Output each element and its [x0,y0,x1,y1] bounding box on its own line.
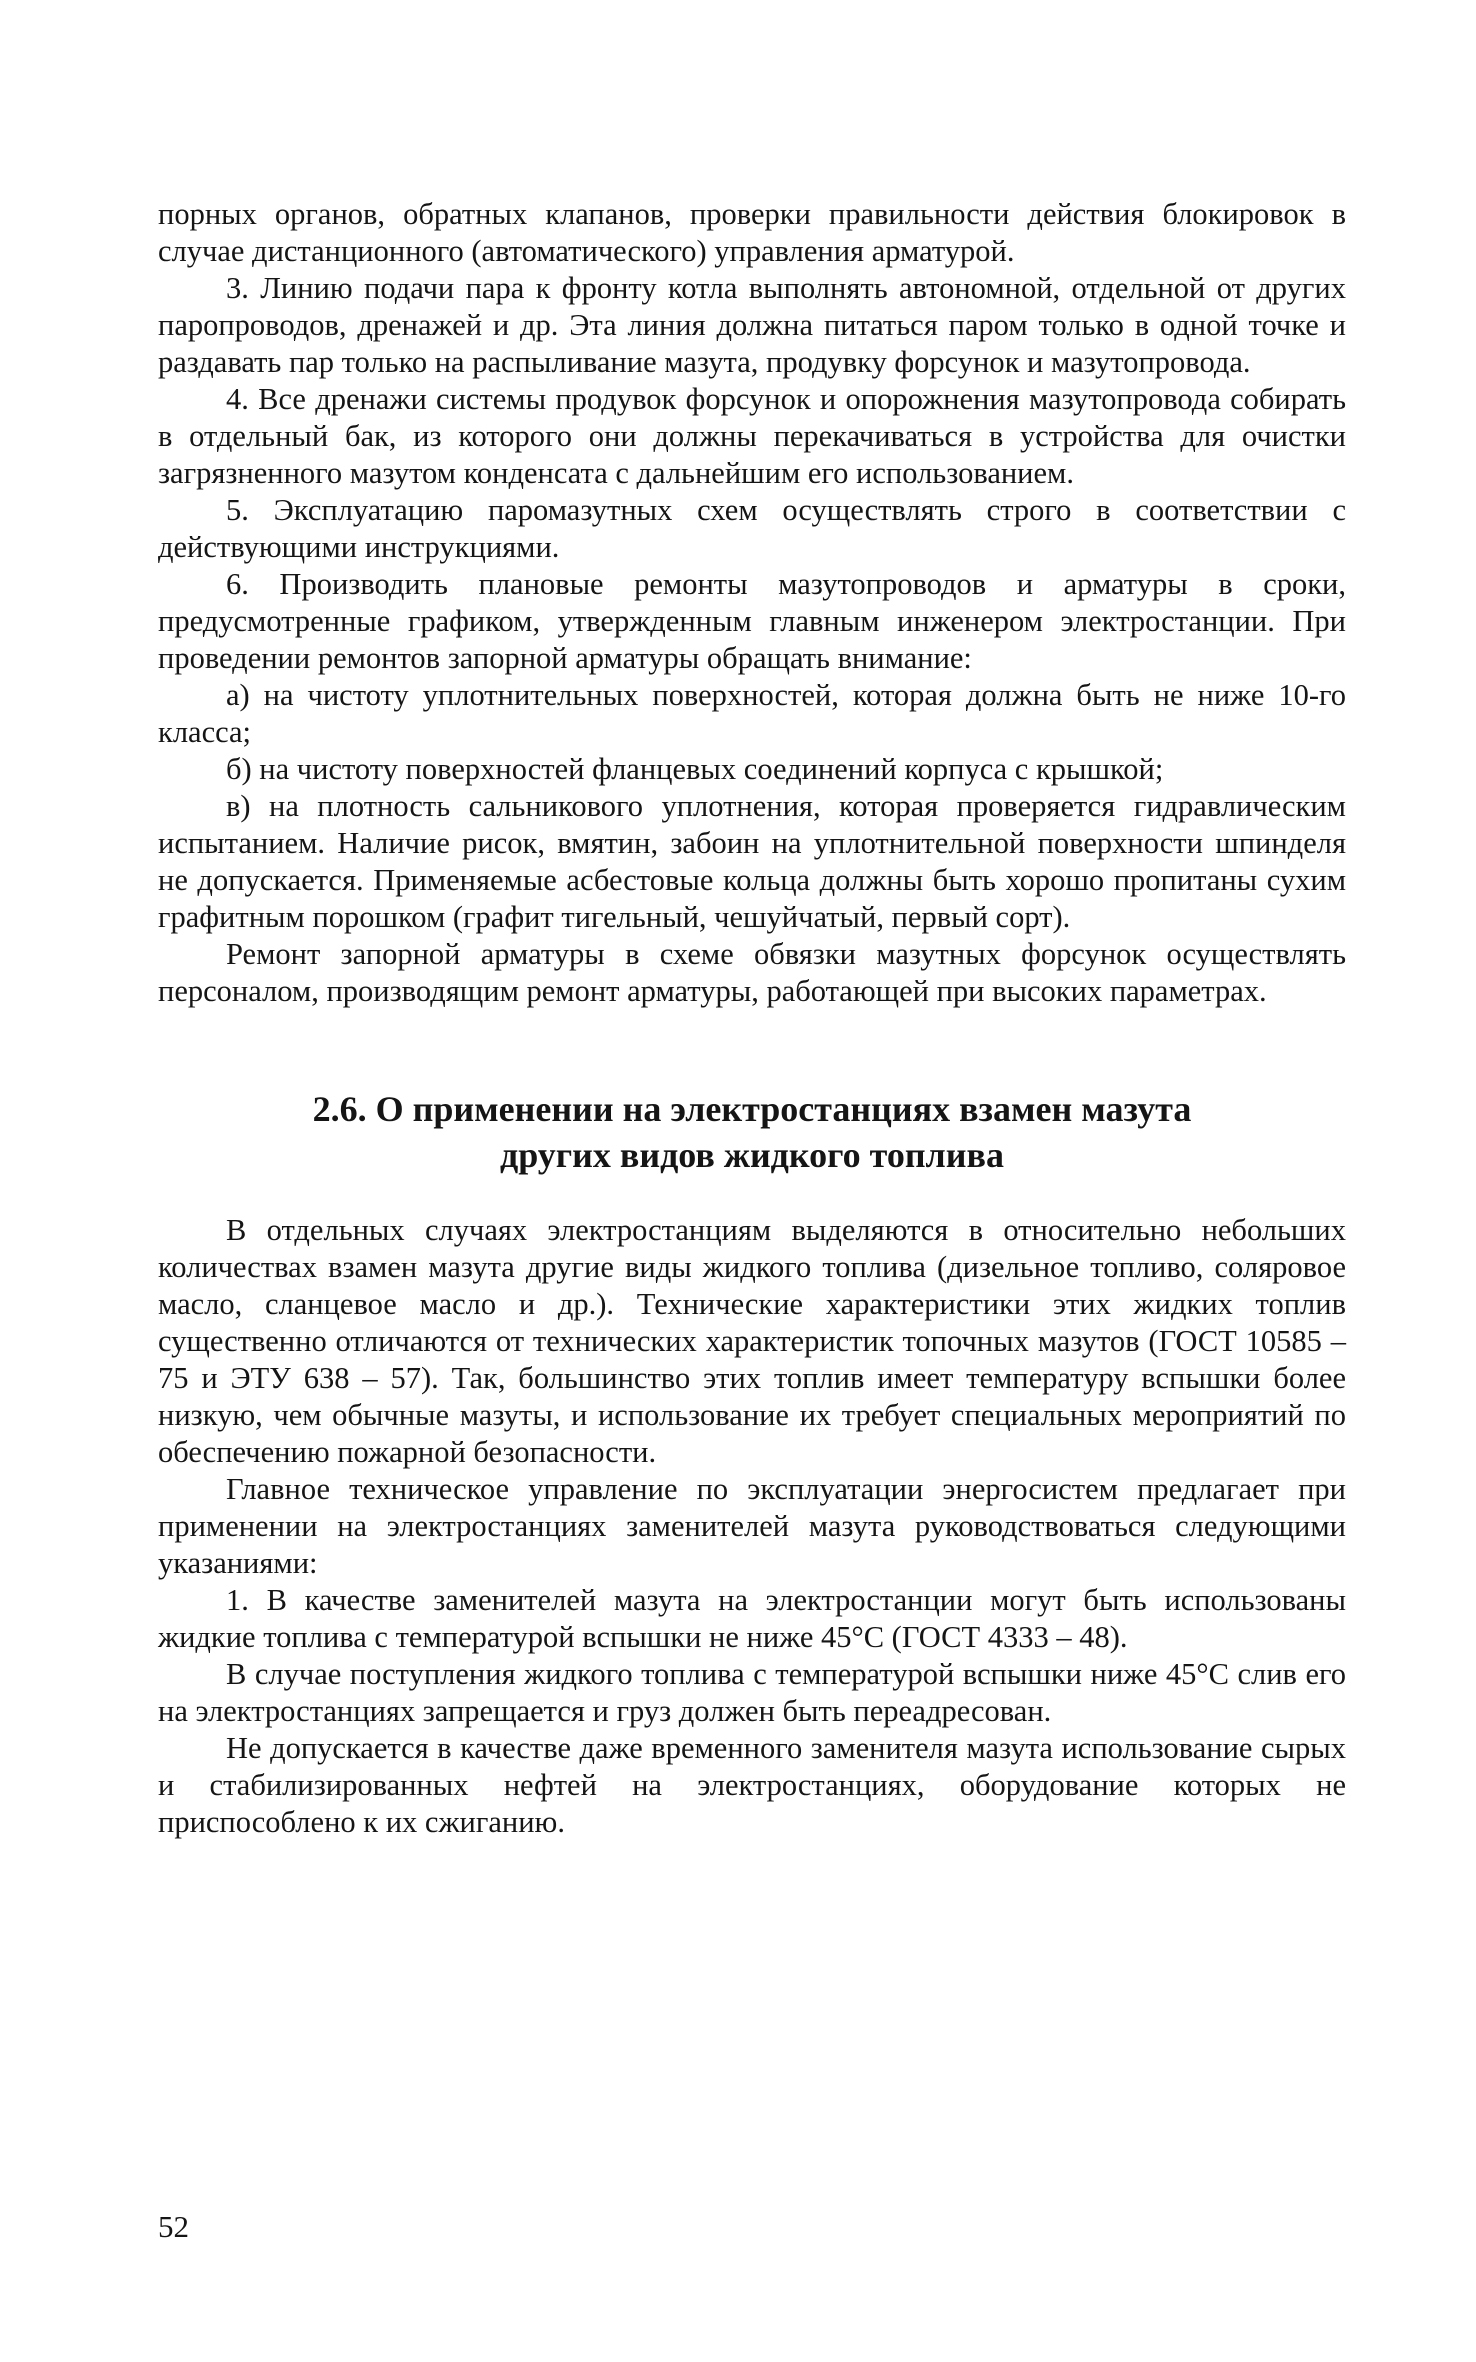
section-heading [158,1086,1346,1178]
section-heading-line-2: других видов жидкого топлива [500,1135,1004,1175]
section-heading-line-1: 2.6. О применении на электростанциях взамен мазута [312,1089,1192,1129]
paragraph-crude-oil: Не допускается в качестве даже временного заменителя мазута использование сырых и стабилизированных нефтей на электростанциях, оборудование которых не приспособлено к их сжиганию. [158,1731,1346,1839]
paragraph-directive: Главное техническое управление по эксплуатации энергосистем предлагает при применении на электростанциях заменителей мазута руководствоваться следующими указаниями: [158,1472,1346,1580]
paragraph-intro: В отдельных случаях электростанциям выделяются в относительно небольших количествах взамен мазута другие виды жидкого топлива (дизельное топливо, соляровое масло, сланцевое масло и др.). Технические характеристики этих жидких топлив существенно отличаются от технических характеристик топочных мазутов (ГОСТ 10585 – 75 и ЭТУ 638 – 57). Так, большинство этих топлив имеет температуру вспышки более низкую, чем обычные мазуты, и использование их требует специальных мероприятий по обеспечению пожарной безопасности. [158,1213,1346,1469]
paragraph-flashpoint: В случае поступления жидкого топлива с температурой вспышки ниже 45°С слив его на электростанциях запрещается и груз должен быть переадресован. [158,1657,1346,1728]
paragraph-repair-note: Ремонт запорной арматуры в схеме обвязки мазутных форсунок осуществлять персоналом, производящим ремонт арматуры, работающей при высоких параметрах. [158,937,1346,1008]
page-text-column [158,196,1346,1841]
paragraph-continuation: порных органов, обратных клапанов, проверки правильности действия блокировок в случае дистанционного (автоматического) управления арматурой. [158,197,1346,268]
paragraph-subitem-v: в) на плотность сальникового уплотнения, которая проверяется гидравлическим испытанием. Наличие рисок, вмятин, забоин на уплотнительной поверхности шпинделя не допускается. Применяемые асбестовые кольца должны быть хорошо пропитаны сухим графитным порошком (графит тигельный, чешуйчатый, первый сорт). [158,789,1346,934]
paragraph-item-6: 6. Производить плановые ремонты мазутопроводов и арматуры в сроки, предусмотренные графиком, утвержденным главным инженером электростанции. При проведении ремонтов запорной арматуры обращать внимание: [158,567,1346,675]
paragraph-item-4: 4. Все дренажи системы продувок форсунок и опорожнения мазутопровода собирать в отдельный бак, из которого они должны перекачиваться в устройства для очистки загрязненного мазутом конденсата с дальнейшим его использованием. [158,382,1346,490]
paragraph-item-5: 5. Эксплуатацию паромазутных схем осуществлять строго в соответствии с действующими инструкциями. [158,493,1346,564]
paragraph-subitem-a: а) на чистоту уплотнительных поверхностей, которая должна быть не ниже 10-го класса; [158,678,1346,749]
heading-spacer [158,1178,1346,1212]
paragraph-subitem-b: б) на чистоту поверхностей фланцевых соединений корпуса с крышкой; [226,752,1164,786]
page-number: 52 [158,2209,189,2244]
paragraph-item-3: 3. Линию подачи пара к фронту котла выполнять автономной, отдельной от других паропроводов, дренажей и др. Эта линия должна питаться паром только в одной точке и раздавать пар только на распыливание мазута, продувку форсунок и мазутопровода. [158,271,1346,379]
paragraph-rule-1: 1. В качестве заменителей мазута на электростанции могут быть использованы жидкие топлива с температурой вспышки не ниже 45°С (ГОСТ 4333 – 48). [158,1583,1346,1654]
